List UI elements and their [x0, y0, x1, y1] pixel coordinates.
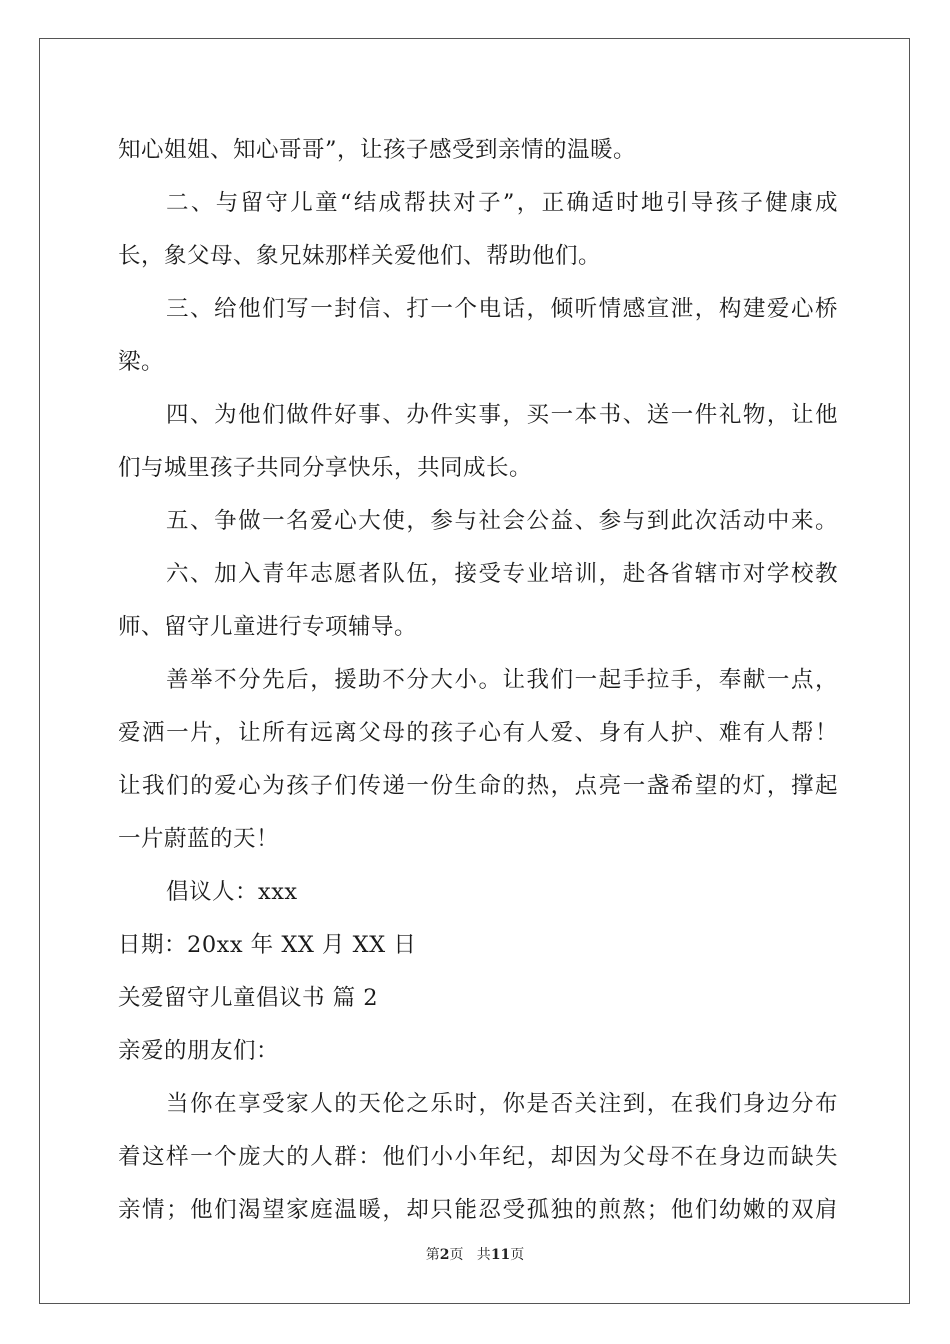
text-line-6: 四、为他们做件好事、办件实事，买一本书、送一件礼物，让他	[166, 402, 838, 428]
document-body	[118, 124, 838, 1237]
text-line-7: 们与城里孩子共同分享快乐，共同成长。	[118, 455, 533, 481]
text-line-10: 师、留守儿童进行专项辅导。	[118, 614, 418, 640]
page-current: 2	[439, 1247, 450, 1263]
text-line-1: 知心姐姐、知心哥哥”，让孩子感受到亲情的温暖。	[118, 137, 637, 163]
text-line-8: 五、争做一名爱心大使，参与社会公益、参与到此次活动中来。	[166, 508, 838, 534]
text-line-12: 爱洒一片，让所有远离父母的孩子心有人爱、身有人护、难有人帮！	[118, 720, 838, 746]
text-line-19: 当你在享受家人的天伦之乐时，你是否关注到，在我们身边分布	[166, 1091, 838, 1117]
section-title: 关爱留守儿童倡议书 篇 2	[118, 985, 379, 1011]
text-line-5: 梁。	[118, 349, 165, 375]
page-suffix: 页	[510, 1247, 525, 1263]
text-line-2: 二、与留守儿童“结成帮扶对子”，正确适时地引导孩子健康成	[166, 190, 838, 216]
date-line: 日期：20xx 年 XX 月 XX 日	[118, 932, 417, 958]
salutation: 亲爱的朋友们：	[118, 1038, 280, 1064]
text-line-21: 亲情；他们渴望家庭温暖，却只能忍受孤独的煎熬；他们幼嫩的双肩	[118, 1197, 838, 1223]
text-line-3: 长，象父母、象兄妹那样关爱他们、帮助他们。	[118, 243, 602, 269]
page-total: 11	[490, 1247, 511, 1263]
text-line-11: 善举不分先后，援助不分大小。让我们一起手拉手，奉献一点，	[166, 667, 838, 693]
text-line-9: 六、加入青年志愿者队伍，接受专业培训，赴各省辖市对学校教	[166, 561, 838, 587]
page-mid: 页 共	[449, 1247, 491, 1263]
page-footer	[0, 1244, 950, 1264]
text-line-14: 一片蔚蓝的天！	[118, 826, 280, 852]
page-prefix: 第	[425, 1247, 440, 1263]
text-line-20: 着这样一个庞大的人群：他们小小年纪，却因为父母不在身边而缺失	[118, 1144, 838, 1170]
text-line-13: 让我们的爱心为孩子们传递一份生命的热，点亮一盏希望的灯，撑起	[118, 773, 838, 799]
proposer-line: 倡议人：xxx	[166, 879, 298, 905]
text-line-4: 三、给他们写一封信、打一个电话，倾听情感宣泄，构建爱心桥	[166, 296, 838, 322]
